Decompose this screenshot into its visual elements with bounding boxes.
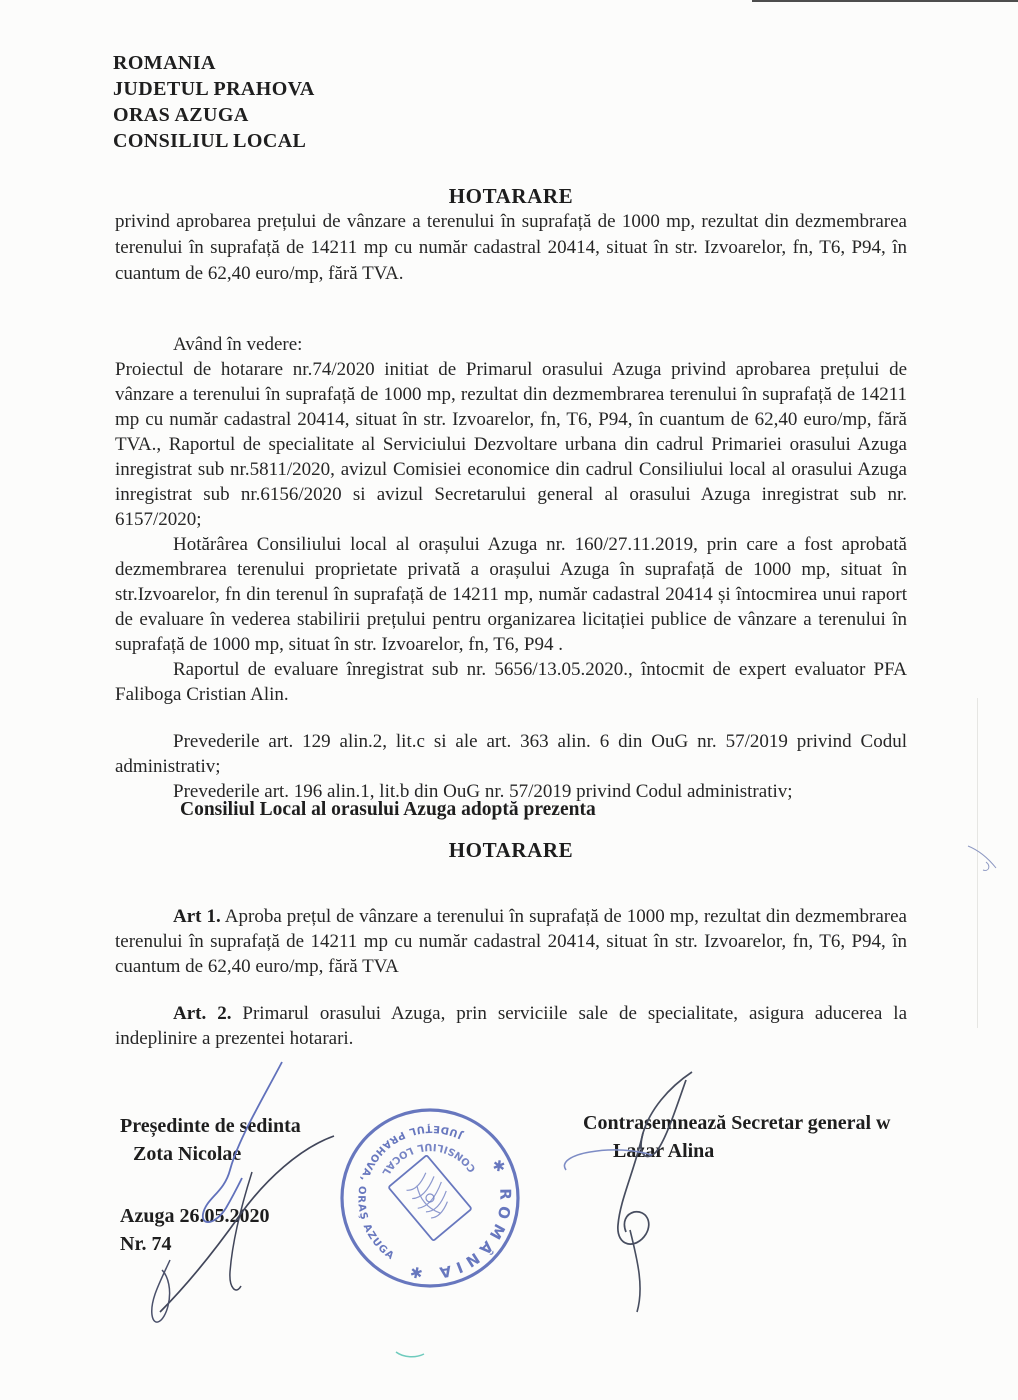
left-signature-stroke-3	[152, 1260, 170, 1322]
recital-hcl: Hotărârea Consiliului local al orașului Azuga nr. 160/27.11.2019, prin care a fost aprobată dezmembrarea terenului proprietate privată a orașului Azuga în suprafață de 1000 mp, situat în str.Izvoarelor, fn din terenul în suprafață de 14211 mp, număr cadastral 20414 și întocmirea unui raport de evaluare în vederea stabilirii prețului pentru organizarea licitației publice de vânzare a terenului în suprafață de 1000 mp, situat în str. Izvoarelor, fn, T6, P94 .	[115, 534, 907, 655]
recitals	[115, 332, 907, 804]
coat-of-arms-icon	[388, 1155, 471, 1241]
left-signer-role: Președinte de sedinta	[120, 1115, 301, 1137]
decision-number: Nr. 74	[120, 1233, 172, 1255]
scan-fold-line	[977, 698, 978, 1028]
letterhead-town: ORAS AZUGA	[113, 104, 249, 126]
article-2-text: Primarul orasului Azuga, prin serviciile sale de specialitate, asigura aducerea la indeplinire a prezentei hotarari.	[115, 1003, 908, 1049]
council-stamp-graphic	[331, 1099, 529, 1297]
council-stamp	[331, 1099, 529, 1297]
stray-teal-mark	[396, 1352, 424, 1357]
having-regard-line: Având în vedere:	[173, 334, 303, 355]
right-signer-role: Contrasemnează Secretar general w	[583, 1112, 891, 1134]
stamp-outer-text: JUDEŢUL PRAHOVA, ORAŞ AZUGA	[355, 1122, 465, 1263]
recital-prev2: Prevederile art. 196 alin.1, lit.b din OuG nr. 57/2019 privind Codul administrativ;	[173, 781, 793, 802]
right-signature-stroke-3	[630, 1230, 640, 1312]
article-1-label: Art 1.	[173, 906, 221, 927]
article-2	[115, 1001, 907, 1051]
doc-title: HOTARARE	[448, 184, 574, 208]
letterhead-county: JUDETUL PRAHOVA	[113, 78, 315, 100]
article-2-label: Art. 2.	[173, 1003, 232, 1024]
stamp-inner-text: CONSILIUL LOCAL	[378, 1140, 479, 1178]
place-date: Azuga 26.05.2020	[120, 1205, 270, 1227]
scan-edge-artifact	[752, 0, 1018, 2]
left-signature-stroke-2	[230, 1172, 252, 1290]
stamp-country-text: ✱ ROMÂNIA ✱	[403, 1156, 515, 1283]
recital-prev1: Prevederile art. 129 alin.2, lit.c si ale art. 363 alin. 6 din OuG nr. 57/2019 privind Codul administrativ;	[115, 731, 907, 777]
recital-report: Raportul de evaluare înregistrat sub nr. 5656/13.05.2020., întocmit de expert evaluator PFA Faliboga Cristian Alin.	[115, 659, 907, 705]
article-1-text: Aproba prețul de vânzare a terenului în suprafață de 1000 mp, rezultat din dezmembrarea terenului în suprafață de 14211 mp cu număr cadastral 20414, situat în str. Izvoarelor, fn, T6, P94, în cuantum de 62,40 euro/mp, fără TVA	[115, 906, 907, 977]
stray-ink-mark-right	[968, 846, 996, 870]
right-signer-name: Lazar Alina	[613, 1140, 715, 1162]
doc-title-2: HOTARARE	[448, 838, 574, 862]
article-1	[115, 904, 907, 979]
svg-text:CONSILIUL LOCAL	[379, 1141, 478, 1178]
intro-paragraph: privind aprobarea prețului de vânzare a terenului în suprafață de 1000 mp, rezultat din dezmembrarea terenului în suprafață de 14211 mp cu număr cadastral 20414, situat în str. Izvoarelor, fn, T6, P94, în cuantum de 62,40 euro/mp, fără TVA.	[115, 211, 907, 284]
letterhead-country: ROMANIA	[113, 52, 216, 74]
adopt-clause: Consiliul Local al orasului Azuga adoptă prezenta	[180, 799, 596, 820]
left-signer-name: Zota Nicolae	[133, 1143, 242, 1165]
svg-text:JUDEŢUL PRAHOVA, ORAŞ AZUGA	[355, 1123, 465, 1263]
recital-project: Proiectul de hotarare nr.74/2020 initiat de Primarul orasului Azuga privind aprobarea prețului de vânzare a terenului în suprafață de 1000 mp, rezultat din dezmembrarea terenului în suprafață de 14211 mp cu număr cadastral 20414, situat în str. Izvoarelor, fn, T6, P94, în cuantum de 62,40 euro/mp, fără TVA., Raportul de specialitate al Serviciului Dezvoltare urbana din cadrul Primariei orasului Azuga inregistrat sub nr.5811/2020, avizul Comisiei economice din cadrul Consiliului local al orasului Azuga inregistrat sub nr.6156/2020 si avizul Secretarului general al orasului Azuga inregistrat sub nr. 6157/2020;	[115, 359, 907, 530]
stamp-outer-ring	[342, 1110, 518, 1286]
letterhead-council: CONSILIUL LOCAL	[113, 130, 307, 152]
letterhead	[113, 50, 315, 154]
